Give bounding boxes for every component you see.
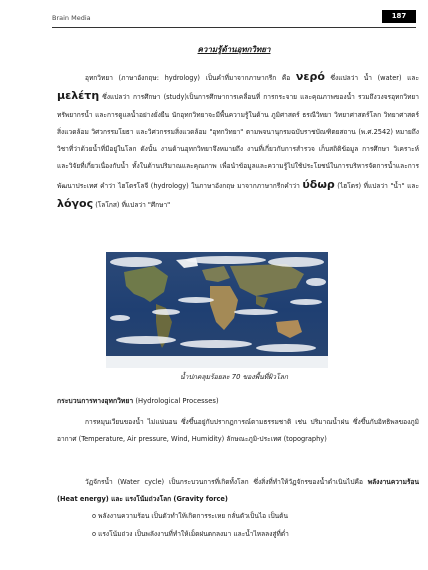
- text-run: ซึ่งแปลว่า น้ำ (water) และ: [324, 74, 419, 82]
- subsection-heading-en: (Hydrological Processes): [133, 397, 219, 405]
- greek-word: λόγος: [57, 197, 94, 211]
- page-number-badge: 187: [382, 10, 416, 23]
- water-cycle-paragraph: [57, 474, 419, 509]
- intro-paragraph: [57, 68, 419, 214]
- greek-word: ύδωρ: [302, 177, 335, 191]
- bold-text: พลังงานความร้อน (Heat energy) และ แรงโน้มถ่วงโลก (Gravity force): [57, 478, 419, 504]
- earth-satellite-map: [106, 252, 328, 368]
- text-run: ซึ่งแปลว่า การศึกษา (study)เป็นการศึกษาการเคลื่อนที่ การกระจาย และคุณภาพของน้ำ รวมถึงวงจรอุทกวิทยา ทรัพยากรน้ำ และการดูแลน้ำอย่างยั่งยืน นักอุทกวิทยาจะมีพื้นความรู้ในด้าน ภูมิศาสตร์ ธรณีวิทยา วิทยาศาสตร์โลก วิทยาศาสตร์สิ่งแวดล้อม วิศวกรรมโยธา และวิศวกรรมสิ่งแวดล้อม "อุทกวิทยา" ตามพจนานุกรมฉบับราชบัณฑิตยสถาน (พ.ศ.2542) หมายถึง วิชาที่ว่าด้วยน้ำที่มีอยู่ในโลก ดังนั้น งานด้านอุทกวิทยาจึงหมายถึง งานที่เกี่ยวกับการสำรวจ เก็บสถิติข้อมูล การศึกษา วิเคราะห์ และวิจัยที่เกี่ยวเนื่องกับน้ำ ทั้งในด้านปริมาณและคุณภาพ เพื่อนำข้อมูลและความรู้ไปใช้ประโยชน์ในการบริหารจัดการน้ำและการพัฒนาประเทศ คำว่า ไฮโดรโลจี (hydrology) ในภาษาอังกฤษ มาจากภาษากรีกคำว่า: [57, 93, 419, 190]
- greek-word: μελέτη: [57, 89, 100, 103]
- list-item: o แรงโน้มถ่วง เป็นพลังงานที่ทำให้เม็ดฝนตกลงมา และน้ำไหลลงสู่ที่ต่ำ: [92, 529, 289, 538]
- section-title-text: ความรู้ด้านอุทกวิทยา: [197, 45, 271, 54]
- world-map-image: [106, 252, 328, 368]
- processes-paragraph: [57, 414, 419, 449]
- text-run: (ไฮโดร) ที่แปลว่า "น้ำ" และ: [334, 181, 419, 190]
- greek-word: νερό: [295, 70, 325, 83]
- text-run: (โลโกส) ที่แปลว่า "ศึกษา": [93, 201, 171, 210]
- publisher-name: Brain Media: [52, 14, 91, 22]
- text-run: อุทกวิทยา (ภาษาอังกฤษ: hydrology) เป็นคำที่มาจากภาษากรีก คือ: [85, 74, 296, 82]
- figure-caption: น้ำปกคลุมร้อยละ 70 ของพื้นที่ผิวโลก: [180, 373, 288, 381]
- text-run: วัฏจักรน้ำ (Water cycle) เป็นกระบวนการที่เกิดทั้งโลก ซึ่งสิ่งที่ทำให้วัฏจักรของน้ำดำเนินไปคือ: [85, 478, 368, 486]
- list-item: o พลังงานความร้อน เป็นตัวทำให้เกิดการระเหย กลั่นตัวเป็นไอ เป็นต้น: [92, 512, 288, 520]
- header-divider: [52, 27, 416, 28]
- subsection-heading: [57, 395, 219, 406]
- subsection-heading-th: กระบวนการทางอุทกวิทยา: [57, 397, 134, 405]
- bullet-list: [92, 508, 418, 543]
- section-title: [52, 43, 416, 56]
- text-run: การหมุนเวียนของน้ำ ไม่แน่นอน ซึ่งขึ้นอยู่กับปรากฏการณ์ตามธรรมชาติ เช่น ปริมาณน้ำฝน ซึ่งขึ้นกับอิทธิพลของภูมิอากาศ (Temperature, Air pressure, Wind, Humidity) ลักษณะภูมิ-ประเทศ (topography): [57, 418, 419, 444]
